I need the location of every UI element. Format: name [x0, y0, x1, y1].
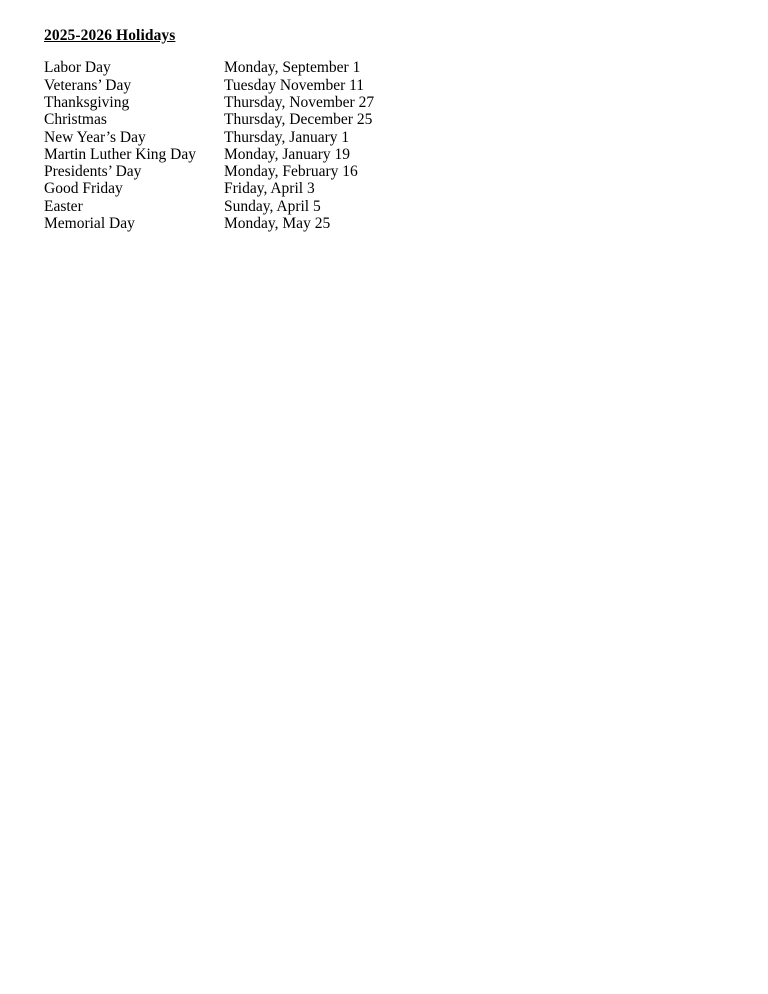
holiday-date: Friday, April 3: [224, 180, 315, 198]
holiday-date: Sunday, April 5: [224, 197, 321, 215]
table-row: [44, 198, 624, 215]
page-title: 2025-2026 Holidays: [44, 27, 176, 44]
table-row: [44, 215, 624, 232]
table-row: [44, 129, 624, 146]
holiday-name: Presidents’ Day: [44, 163, 142, 181]
holiday-date: Monday, May 25: [224, 215, 331, 233]
holiday-name: Thanksgiving: [44, 93, 130, 111]
holiday-date: Thursday, January 1: [224, 128, 350, 146]
holiday-date: Monday, February 16: [224, 163, 358, 181]
holiday-date: Monday, September 1: [224, 59, 361, 77]
document-body: [44, 26, 734, 232]
table-row: [44, 94, 624, 111]
holiday-date: Thursday, November 27: [224, 93, 375, 111]
holiday-name: New Year’s Day: [44, 128, 146, 146]
holiday-name: Memorial Day: [44, 215, 135, 233]
holiday-name: Good Friday: [44, 180, 123, 198]
holiday-name: Labor Day: [44, 59, 111, 77]
holiday-name: Martin Luther King Day: [44, 145, 196, 163]
holiday-date: Thursday, December 25: [224, 111, 373, 129]
table-row: [44, 180, 624, 197]
table-row: [44, 146, 624, 163]
holiday-name: Christmas: [44, 111, 107, 129]
holiday-date: Monday, January 19: [224, 145, 350, 163]
table-row: [44, 163, 624, 180]
holidays-table: [44, 59, 624, 232]
table-row: [44, 77, 624, 94]
holiday-date: Tuesday November 11: [224, 76, 365, 94]
table-row: [44, 111, 624, 128]
holiday-name: Easter: [44, 197, 83, 215]
table-row: [44, 59, 624, 76]
holiday-name: Veterans’ Day: [44, 76, 132, 94]
